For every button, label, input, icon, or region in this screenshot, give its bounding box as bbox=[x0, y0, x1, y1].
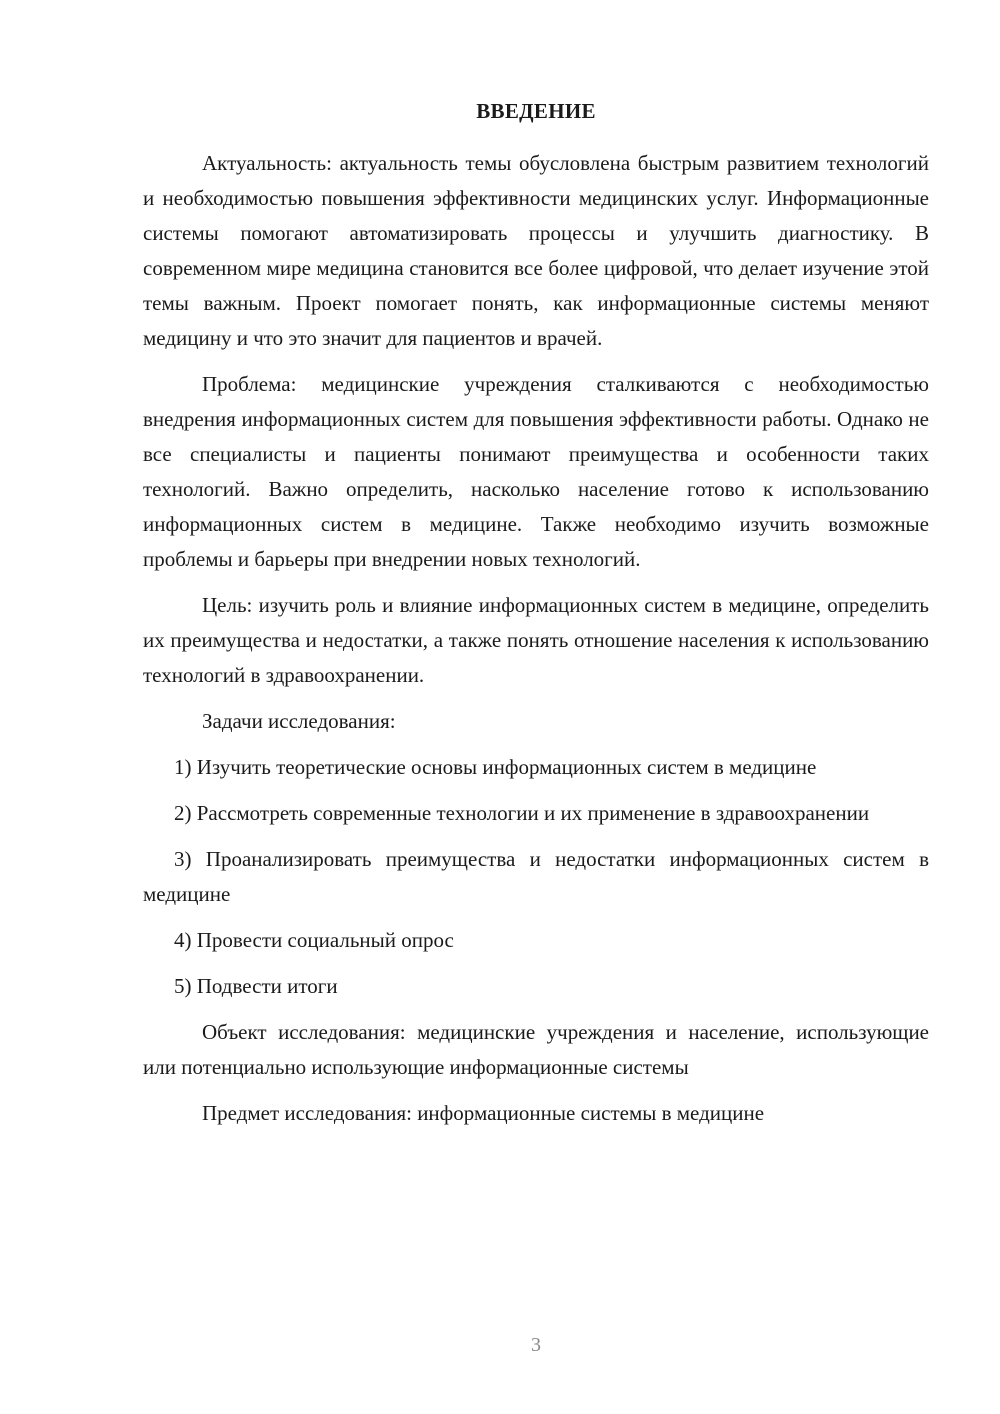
task-list-item: 3) Проанализировать преимущества и недостатки информационных систем в медицине bbox=[143, 847, 929, 906]
task-list-item: 5) Подвести итоги bbox=[174, 974, 338, 998]
task-list-item: 4) Провести социальный опрос bbox=[174, 928, 454, 952]
task-list-item: 1) Изучить теоретические основы информационных систем в медицине bbox=[174, 755, 817, 779]
paragraph: Объект исследования: медицинские учреждения и население, использующие или потенциально использующие информационные системы bbox=[143, 1020, 929, 1079]
paragraph: Цель: изучить роль и влияние информационных систем в медицине, определить их преимущества и недостатки, а также понять отношение населения к использованию технологий в здравоохранении. bbox=[143, 593, 929, 687]
document-page bbox=[143, 96, 929, 1142]
paragraph: Проблема: медицинские учреждения сталкиваются с необходимостью внедрения информационных систем для повышения эффективности работы. Однако не все специалисты и пациенты понимают преимущества и особенности таких технологий. Важно определить, насколько население готово к использованию информационных систем в медицине. Также необходимо изучить возможные проблемы и барьеры при внедрении новых технологий. bbox=[143, 372, 929, 571]
paragraph: Предмет исследования: информационные системы в медицине bbox=[202, 1101, 765, 1125]
paragraph: Задачи исследования: bbox=[202, 709, 396, 733]
task-list-item: 2) Рассмотреть современные технологии и их применение в здравоохранении bbox=[174, 801, 870, 825]
body-text bbox=[143, 146, 929, 1131]
section-title: ВВЕДЕНИЕ bbox=[476, 99, 596, 123]
paragraph: Актуальность: актуальность темы обусловлена быстрым развитием технологий и необходимостью повышения эффективности медицинских услуг. Информационные системы помогают автоматизировать процессы и улучшить диагностику. В современном мире медицина становится все более цифровой, что делает изучение этой темы важным. Проект помогает понять, как информационные системы меняют медицину и что это значит для пациентов и врачей. bbox=[143, 151, 929, 350]
page-number: 3 bbox=[531, 1334, 541, 1356]
